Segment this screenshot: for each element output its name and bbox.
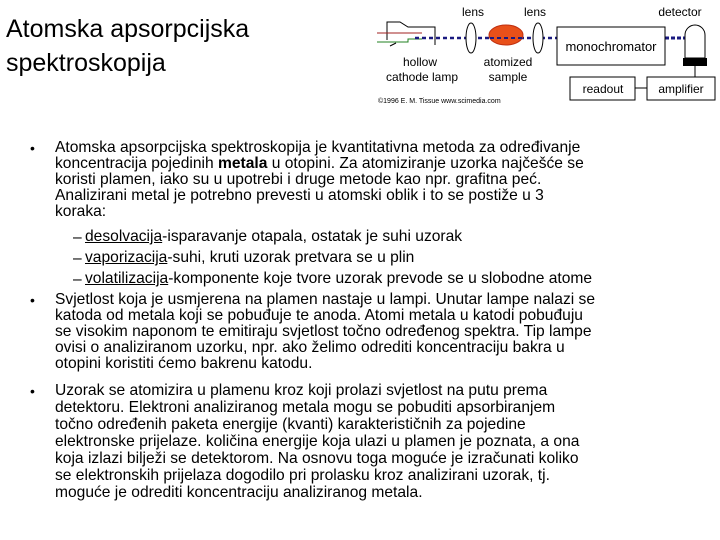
- title-line: Atomska apsorpcijska: [6, 15, 250, 43]
- amplifier-label: amplifier: [658, 82, 704, 96]
- text-span: -komponente koje tvore uzorak prevode se u slobodne atome: [168, 270, 593, 287]
- dash-icon: –: [73, 229, 82, 246]
- term: volatilizacija: [85, 270, 169, 287]
- text-line: otopini koristiti ćemo bakrenu katodu.: [55, 355, 313, 372]
- text-span: -suhi, kruti uzorak pretvara se u plin: [167, 249, 415, 266]
- text-span: u otopini. Za atomiziranje uzorka najčešće se: [267, 155, 584, 172]
- aas-diagram: [360, 0, 720, 110]
- lamp-label: hollow: [402, 55, 438, 69]
- detector-label: detector: [658, 5, 702, 19]
- slide-title: [6, 12, 249, 80]
- bold-term: metala: [217, 155, 268, 172]
- sample-label: atomized: [483, 55, 533, 69]
- text-line: se visokim naponom te emitiraju svjetlost točno određenog spektra. Tip lampe: [55, 323, 592, 340]
- bullet-icon: •: [30, 140, 35, 156]
- text-span: -isparavanje otapala, ostatak je suhi uzorak: [162, 228, 463, 245]
- text-line: katoda od metala koji se pobuđuje te anoda. Atomi metala u katodi pobuđuju: [55, 307, 583, 324]
- text-line: Atomska apsorpcijska spektroskopija je kvantitativna metoda za određivanje: [55, 139, 581, 156]
- text-line: detektoru. Elektroni analiziranog metala mogu se pobuditi apsorbiranjem: [55, 399, 556, 416]
- bullet-icon: •: [30, 292, 35, 308]
- lens-icon: [466, 23, 476, 53]
- sub-item: [85, 271, 592, 287]
- lens-label: lens: [461, 5, 485, 19]
- text-line: koristi plamen, iako su u upotrebi i druge metode kao npr. grafitna peć.: [55, 171, 542, 188]
- sub-item: [85, 229, 462, 245]
- copyright-text: ©1996 E. M. Tissue www.scimedia.com: [378, 98, 501, 105]
- hollow-cathode-lamp-icon: [377, 22, 435, 46]
- dash-icon: –: [73, 250, 82, 267]
- text-span: koncentracija pojedinih: [55, 155, 218, 172]
- text-line: Uzorak se atomizira u plamenu kroz koji prolazi svjetlost na putu prema: [55, 382, 548, 399]
- text-line: točno određenih paketa energije (kvanti) karakterističnih za pojedine: [55, 416, 526, 433]
- text-line: Analizirani metal je potrebno prevesti u atomski oblik i to se postiže u 3: [55, 187, 544, 204]
- text-line: ovisi o analiziranom uzorku, npr. ako želimo odrediti koncentraciju bakra u: [55, 339, 565, 356]
- readout-label: readout: [582, 82, 624, 96]
- text-line: koja izlazi bilježi se detektorom. Na osnovu toga moguće je izračunati koliko: [55, 450, 579, 467]
- sample-label: sample: [488, 70, 528, 84]
- term: desolvacija: [85, 228, 163, 245]
- monochromator-label: monochromator: [565, 39, 657, 54]
- text-line: moguće je odrediti koncentraciju analiziranog metala.: [55, 484, 423, 501]
- bullet-icon: •: [30, 383, 35, 399]
- lamp-label: cathode lamp: [385, 70, 459, 84]
- text-line: koraka:: [55, 203, 107, 220]
- text-line: Svjetlost koja je usmjerena na plamen nastaje u lampi. Unutar lampe nalazi se: [55, 291, 596, 308]
- title-line: spektroskopija: [6, 49, 166, 77]
- text-line: se elektronskih prijelaza dogodilo pri prolasku kroz analizirani uzorak, tj.: [55, 467, 550, 484]
- lens-label: lens: [523, 5, 547, 19]
- lens-icon: [533, 23, 543, 53]
- detector-icon: [685, 25, 705, 58]
- dash-icon: –: [73, 271, 82, 288]
- flame-icon: [489, 25, 523, 45]
- text-line: elektronske prijelaze. količina energije koja ulazi u plamen je poznata, a ona: [55, 433, 580, 450]
- sub-item: [85, 250, 414, 266]
- term: vaporizacija: [85, 249, 168, 266]
- text-line: [55, 156, 584, 172]
